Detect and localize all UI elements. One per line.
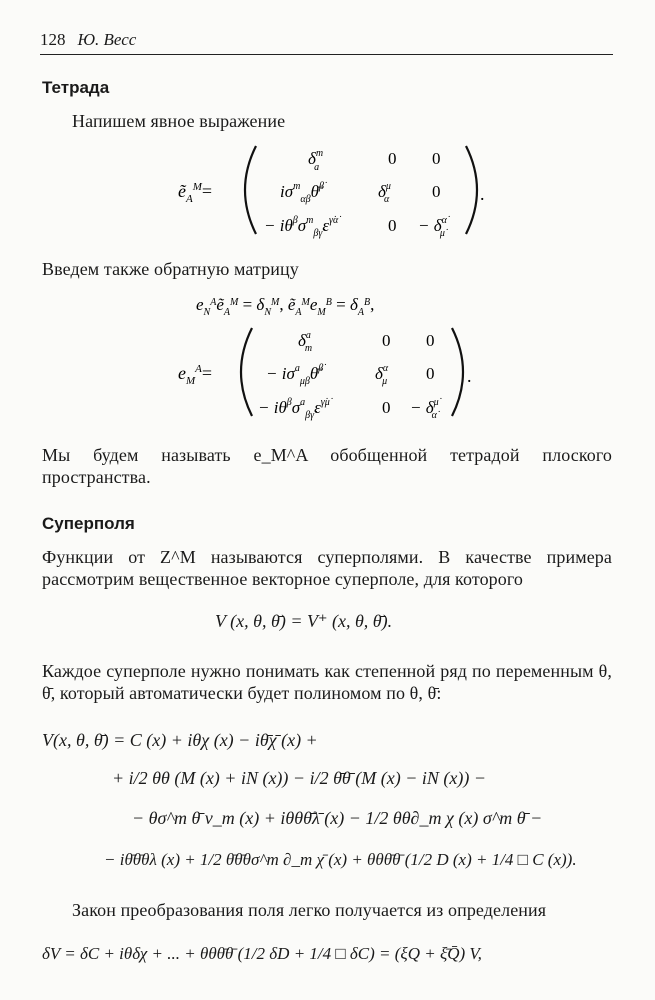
m2-r1-c1: $\delta^a$ m — [298, 330, 313, 354]
section-title-superfields: Суперполя — [42, 514, 135, 533]
right-paren — [452, 328, 463, 416]
matrix-period: . — [480, 184, 485, 204]
m2-r1-c2: 0 — [382, 331, 391, 350]
m2-r3-c1: − $i\theta^\beta\sigma^a_{\beta\gammȧ}\varepsilon^{\gammȧ\mu̇}$ — [258, 397, 330, 421]
matrix-tetrad — [160, 140, 500, 240]
expansion-line-2: + i/2 θθ (M (x) + iN (x)) − i/2 θ̄θ̄ (M (x) − iN (x)) − — [112, 768, 486, 788]
m2-r1-c3: 0 — [426, 331, 435, 350]
left-paren — [241, 328, 252, 416]
right-paren — [466, 146, 477, 234]
paragraph-power-series: Каждое суперполе нужно понимать как степенной ряд по переменным θ, θ̄, который автоматически будет полиномом по θ, θ̄: — [42, 661, 612, 703]
paragraph-tetrad-closing: Мы будем называть e_M^A обобщенной тетрадой плоского пространства. — [42, 445, 612, 487]
m1-r2-c1: $i\sigma^m_{\alpha\beta}\thetā^{\betȧ}$ — [280, 181, 324, 205]
m1-r2-c3: 0 — [432, 182, 441, 201]
inverse-relation — [190, 290, 480, 318]
m2-r3-c3: − $\delta^{\mu̇}$ α̇ — [410, 397, 439, 421]
expansion-line-1: V(x, θ, θ̄) = C (x) + iθχ (x) − iθ̄χ̄ (x) + — [42, 730, 318, 750]
m2-r2-c2: $\delta^\alpha$ μ — [375, 363, 389, 387]
m1-r3-c1: − $i\theta^\beta\sigma^m_{\beta\gammȧ}\varepsilon^{\gammȧ\alphȧ}$ — [264, 215, 339, 239]
m1-r3-c3: − $\delta^{\alphȧ}$ μ̇ — [418, 215, 447, 239]
page-number: 128 — [40, 30, 66, 49]
matrix-inverse-tetrad — [170, 322, 500, 422]
equation-real-superfield: V (x, θ, θ̄) = V⁺ (x, θ, θ̄). — [215, 611, 393, 631]
m1-r2-c2: $\delta^\mu$ α — [378, 181, 391, 205]
expansion-line-4: − iθ̄θ̄θλ (x) + 1/2 θ̄θ̄θσ^m ∂_m χ̄ (x) + θθθ̄θ̄ (1/2 D (x) + 1/4 □ C (x)). — [104, 850, 577, 869]
running-header — [40, 30, 136, 50]
paragraph-intro: Напишем явное выражение — [72, 111, 286, 131]
m2-r3-c2: 0 — [382, 398, 391, 417]
equation-transformation: δV = δC + iθδχ + ... + θθθ̄θ̄ (1/2 δD + 1/4 □ δC) = (ξQ + ξ̄Q̄) V, — [42, 944, 482, 963]
paragraph-transformation: Закон преобразования поля легко получается из определения — [72, 900, 547, 920]
left-paren — [245, 146, 256, 234]
matrix-tetrad-lhs: ẽ$_A^M$= — [178, 181, 213, 205]
header-rule — [40, 54, 613, 55]
section-title-tetrad: Тетрада — [42, 78, 110, 97]
paragraph-superfields-def: Функции от Z^M называются суперполями. В качестве примера рассмотрим вещественное векторное суперполе, для которого — [42, 547, 612, 589]
paragraph-inverse-intro: Введем также обратную матрицу — [42, 259, 299, 279]
m1-r1-c3: 0 — [432, 149, 441, 168]
matrix-period: . — [467, 366, 472, 386]
m1-r3-c2: 0 — [388, 216, 397, 235]
svg-text:eNAẽAM = δNM, ẽAMeMB = δAB,: $e_N^Aẽ_A^M = \delta_N^M$, $ẽ_A^Me_M^B = \delta_A^B$, — [196, 295, 375, 318]
expansion-line-3: − θσ^m θ̄ v_m (x) + iθθθ̄λ̄ (x) − 1/2 θθ∂_m χ (x) σ^m θ̄ − — [132, 808, 543, 828]
matrix-inverse-lhs: $e_M^A=$ — [178, 363, 213, 387]
m2-r2-c3: 0 — [426, 364, 435, 383]
m2-r2-c1: − $i\sigma^a_{\mu\betȧ}\thetā^{\betȧ}$ — [266, 363, 324, 387]
running-author: Ю. Весс — [77, 30, 137, 49]
m1-r1-c1: $\delta^m$ a — [308, 148, 324, 173]
m1-r1-c2: 0 — [388, 149, 397, 168]
